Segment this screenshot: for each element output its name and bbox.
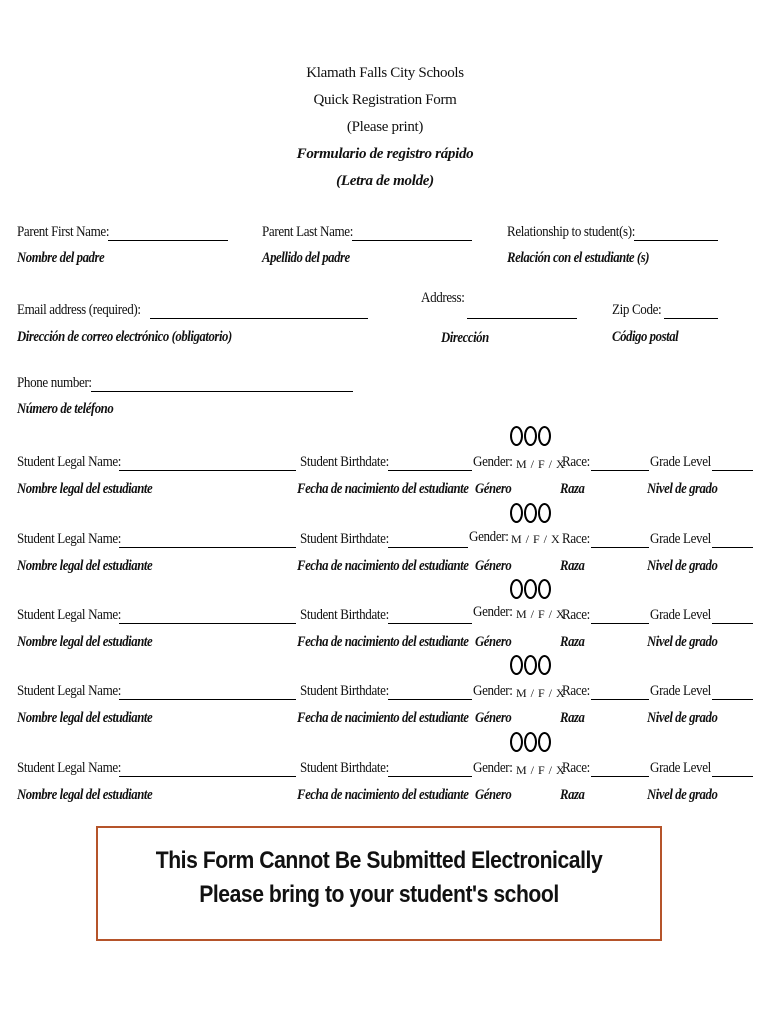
race-es: Raza [560,481,585,497]
gender-options: M / F / X [516,686,566,700]
student-row [0,454,770,514]
grade-label: Grade Level [650,760,711,776]
gender-es: Género [475,710,512,726]
gender-x-radio[interactable] [538,655,551,675]
student-name-field[interactable] [119,776,296,777]
race-label: Race: [562,454,590,470]
parent-first-name-field[interactable] [108,240,228,241]
race-es: Raza [560,710,585,726]
student-birthdate-es: Fecha de nacimiento del estudiante [297,634,469,650]
gender-options: M / F / X [516,607,566,621]
gender-m-radio[interactable] [510,503,523,523]
gender-f-radio[interactable] [524,426,537,446]
grade-field[interactable] [712,623,753,624]
gender-x-radio[interactable] [538,503,551,523]
student-birthdate-label: Student Birthdate: [300,760,389,776]
relationship-label: Relationship to student(s): [507,224,636,240]
student-birthdate-field[interactable] [388,699,472,700]
form-header [0,60,770,195]
print-instruction: (Please print) [346,119,424,135]
parent-last-name-es: Apellido del padre [262,250,350,266]
student-birthdate-es: Fecha de nacimiento del estudiante [297,558,469,574]
grade-es: Nivel de grado [647,481,718,497]
gender-options: M / F / X [516,763,566,777]
race-field[interactable] [591,776,649,777]
gender-es: Género [475,558,512,574]
gender-options: M / F / X [511,532,561,546]
student-birthdate-label: Student Birthdate: [300,607,389,623]
gender-options: M / F / X [516,457,566,471]
email-field[interactable] [150,318,368,319]
gender-es: Género [475,787,512,803]
grade-label: Grade Level [650,683,711,699]
race-es: Raza [560,787,585,803]
student-row [0,760,770,820]
gender-x-radio[interactable] [538,732,551,752]
parent-last-name-field[interactable] [352,240,472,241]
zip-label: Zip Code: [612,302,662,318]
student-name-label: Student Legal Name: [17,454,122,470]
grade-es: Nivel de grado [647,558,718,574]
student-name-es: Nombre legal del estudiante [17,710,153,726]
student-name-es: Nombre legal del estudiante [17,634,153,650]
student-birthdate-label: Student Birthdate: [300,531,389,547]
student-birthdate-field[interactable] [388,470,472,471]
race-label: Race: [562,531,590,547]
student-name-es: Nombre legal del estudiante [17,787,153,803]
student-birthdate-es: Fecha de nacimiento del estudiante [297,481,469,497]
student-name-label: Student Legal Name: [17,683,122,699]
race-es: Raza [560,558,585,574]
gender-x-radio[interactable] [538,426,551,446]
form-title: Quick Registration Form [313,92,457,108]
print-instruction-es: (Letra de molde) [336,173,434,189]
phone-es: Número de teléfono [17,401,114,417]
student-row [0,604,770,667]
parent-first-name-es: Nombre del padre [17,250,105,266]
zip-field[interactable] [664,318,718,319]
race-label: Race: [562,760,590,776]
grade-label: Grade Level [650,607,711,623]
grade-field[interactable] [712,699,753,700]
notice-line-1: This Form Cannot Be Submitted Electronically [155,847,603,874]
phone-label: Phone number: [17,375,92,391]
race-es: Raza [560,634,585,650]
gender-label: Gender: [473,760,513,776]
grade-es: Nivel de grado [647,787,718,803]
gender-circles [510,655,551,675]
gender-m-radio[interactable] [510,655,523,675]
student-name-label: Student Legal Name: [17,760,122,776]
grade-es: Nivel de grado [647,710,718,726]
student-birthdate-label: Student Birthdate: [300,454,389,470]
form-title-es: Formulario de registro rápido [296,146,474,162]
grade-label: Grade Level [650,531,711,547]
parent-last-name-label: Parent Last Name: [262,224,353,240]
notice-line-2: Please bring to your student's school [199,881,559,908]
gender-circles [510,503,551,523]
student-name-field[interactable] [119,623,296,624]
grade-label: Grade Level [650,454,711,470]
gender-label: Gender: [473,604,513,620]
gender-label: Gender: [473,454,513,470]
address-es: Dirección [441,330,489,346]
student-name-es: Nombre legal del estudiante [17,481,153,497]
parent-first-name-label: Parent First Name: [17,224,110,240]
race-field[interactable] [591,547,649,548]
zip-es: Código postal [612,329,679,345]
gender-label: Gender: [473,683,513,699]
gender-es: Género [475,634,512,650]
gender-m-radio[interactable] [510,426,523,446]
gender-f-radio[interactable] [524,503,537,523]
grade-field[interactable] [712,547,753,548]
race-field[interactable] [591,699,649,700]
student-row [0,531,770,591]
gender-x-radio[interactable] [538,579,551,599]
student-name-label: Student Legal Name: [17,531,122,547]
address-label: Address: [421,290,465,306]
gender-circles [510,732,551,752]
gender-f-radio[interactable] [524,655,537,675]
student-birthdate-es: Fecha de nacimiento del estudiante [297,787,469,803]
email-es: Dirección de correo electrónico (obligatorio) [17,329,232,345]
email-label: Email address (required): [17,302,141,318]
relationship-field[interactable] [634,240,718,241]
notice-box [96,826,662,941]
grade-es: Nivel de grado [647,634,718,650]
relationship-es: Relación con el estudiante (s) [507,250,650,266]
student-name-es: Nombre legal del estudiante [17,558,153,574]
grade-field[interactable] [712,776,753,777]
student-name-field[interactable] [119,470,296,471]
student-birthdate-field[interactable] [388,547,468,548]
student-birthdate-field[interactable] [388,623,472,624]
gender-es: Género [475,481,512,497]
race-label: Race: [562,607,590,623]
gender-circles [510,426,551,446]
gender-m-radio[interactable] [510,579,523,599]
student-name-field[interactable] [119,547,296,548]
student-birthdate-label: Student Birthdate: [300,683,389,699]
gender-f-radio[interactable] [524,579,537,599]
gender-m-radio[interactable] [510,732,523,752]
gender-circles [510,579,551,599]
phone-field[interactable] [91,391,353,392]
race-label: Race: [562,683,590,699]
gender-f-radio[interactable] [524,732,537,752]
school-name: Klamath Falls City Schools [306,65,464,81]
grade-field[interactable] [712,470,753,471]
student-name-label: Student Legal Name: [17,607,122,623]
student-name-field[interactable] [119,699,296,700]
student-birthdate-es: Fecha de nacimiento del estudiante [297,710,469,726]
student-row [0,683,770,743]
student-birthdate-field[interactable] [388,776,472,777]
gender-label: Gender: [469,529,509,545]
race-field[interactable] [591,470,649,471]
race-field[interactable] [591,623,649,624]
address-field[interactable] [467,318,577,319]
